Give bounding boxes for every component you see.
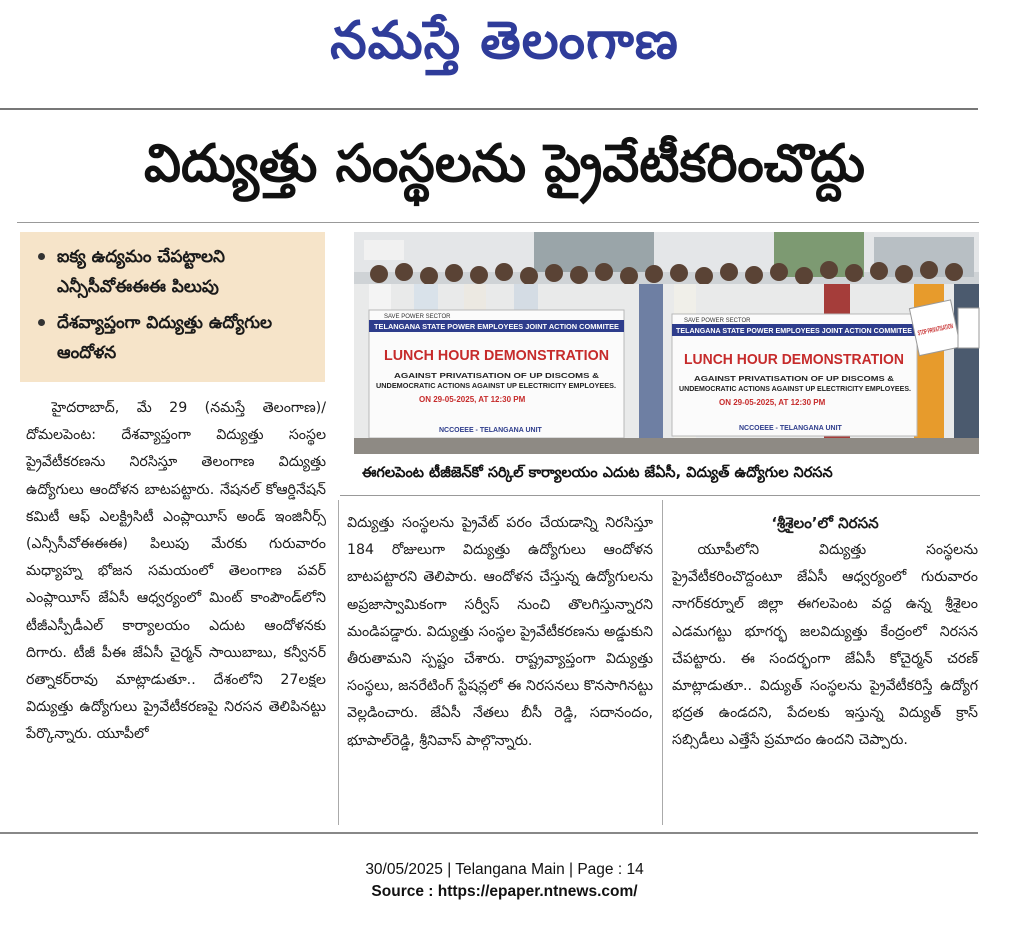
left-banner [369, 310, 624, 438]
edition-info: 30/05/2025 | Telangana Main | Page : 14 [365, 861, 644, 878]
placard [909, 300, 979, 356]
bullet-icon [38, 319, 45, 326]
newspaper-masthead: నమస్తే తెలంగాణ [330, 11, 679, 71]
source-link[interactable]: Source : https://epaper.ntnews.com/ [371, 883, 638, 900]
photo-caption: ఈగలపెంట టీజీజెన్‌కో సర్కిల్ కార్యాలయం ఎదుట జేఏసీ, విద్యుత్ ఉద్యోగుల నిరసన [362, 465, 833, 481]
banner-line: UNDEMOCRATIC ACTIONS AGAINST UP ELECTRICITY EMPLOYEES. [679, 386, 912, 393]
subsection-heading: ‘శ్రీశైలం’లో నిరసన [771, 514, 879, 532]
bullet-icon [38, 253, 45, 260]
caption-divider [340, 495, 980, 496]
banner-date: ON 29-05-2025, AT 12:30 PM [719, 398, 826, 407]
masthead-divider [0, 108, 978, 110]
article-column-3 [672, 510, 978, 755]
banner-unit: NCCOEEE - TELANGANA UNIT [739, 425, 842, 432]
article-body-text: హైదరాబాద్, మే 29 (నమస్తే తెలంగాణ)/దోమలపెంట: దేశవ్యాప్తంగా విద్యుత్తు సంస్థల ప్రైవేటీకరణను నిరసిస్తూ తెలంగాణ విద్యుత్తు ఉద్యోగులు ఆందోళన బాటపట్టారు. నేషనల్ కోఆర్డినేషన్ కమిటీ ఆఫ్ ఎలక్ట్రిసిటీ ఎంప్లాయీస్ అండ్ ఇంజినీర్స్ (ఎన్సీసీవోఈఈఈ) పిలుపు మేరకు గురువారం మధ్యాహ్న భోజన సమయంలో తెలంగాణ పవర్ ఎంప్లాయీస్ జేఏసీ ఆధ్వర్యంలో మింట్ కాంపౌండ్‌లోని టీజీఎస్పీడీఎల్ కార్యాలయం ఎదుట ఆందోళనకు దిగారు. టీజీ పీఈ జేఏసీ చైర్మన్ సాయిబాబు, కన్వీనర్ రత్నాకర్‌రావు మాట్లాడుతూ.. దేశంలోని 27లక్షల విద్యుత్తు ఉద్యోగులు ప్రైవేటీకరణపై నిరసన తెలిపినట్టు పేర్కొన్నారు. యూపీలో [26, 400, 326, 743]
protest-photo [354, 232, 979, 454]
banner-org: TELANGANA STATE POWER EMPLOYEES JOINT ACTION COMMITEE [374, 324, 620, 331]
right-banner [672, 314, 917, 436]
article-column-2 [347, 510, 653, 755]
footer-divider [0, 832, 978, 834]
banner-unit: NCCOEEE - TELANGANA UNIT [439, 427, 542, 434]
column-divider [338, 500, 339, 825]
highlight-text: ఐక్య ఉద్యమం చేపట్టాలని ఎన్సీసీవోఈఈఈ పిలుపు [57, 247, 225, 297]
banner-date: ON 29-05-2025, AT 12:30 PM [419, 395, 526, 404]
highlights-box [20, 232, 325, 382]
banner-line: AGAINST PRIVATISATION OF UP DISCOMS & [694, 376, 894, 383]
highlight-item [38, 308, 315, 368]
article-body-text: విద్యుత్తు సంస్థలను ప్రైవేట్ పరం చేయడాన్ని నిరసిస్తూ 184 రోజులుగా విద్యుత్తు ఉద్యోగులు ఆందోళన బాటపట్టారని తెలిపారు. ఆందోళన చేస్తున్న ఉద్యోగులను అప్రజాస్వామికంగా సర్వీస్ నుంచి తొలగిస్తున్నారని మండిపడ్డారు. విద్యుత్తు సంస్థల ప్రైవేటీకరణను అడ్డుకుని తీరుతామని స్పష్టం చేశారు. రాష్ట్రవ్యాప్తంగా విద్యుత్తు సంస్థలు, జనరేటింగ్ స్టేషన్లలో ఈ నిరసనలు కొనసాగినట్టు వెల్లడించారు. జేఏసీ నేతలు బీసీ రెడ్డి, సదానందం, భూపాల్‌రెడ్డి, శ్రీనివాస్ పాల్గొన్నారు. [347, 515, 653, 749]
banner-org: TELANGANA STATE POWER EMPLOYEES JOINT ACTION COMMITEE [676, 328, 913, 335]
article-body-text: యూపీలోని విద్యుత్తు సంస్థలను ప్రైవేటీకరించొద్దంటూ జేఏసీ ఆధ్వర్యంలో గురువారం నాగర్‌కర్నూల్ జిల్లా ఈగలపెంట వద్ద ఉన్న శ్రీశైలం ఎడమగట్టు భూగర్భ జలవిద్యుత్తు కేంద్రంలో నిరసన చేపట్టారు. ఈ సందర్భంగా జేఏసీ కోచైర్మన్ చరణ్ మాట్లాడుతూ.. విద్యుత్ సంస్థలను ప్రైవేటీకరిస్తే ఉద్యోగ భద్రత ఉండదని, పేదలకు ఇస్తున్న విద్యుత్ క్రాస్ సబ్సిడీలు ఎత్తేసే ప్రమాదం ఉందని చెప్పారు. [672, 542, 978, 749]
page-footer [0, 859, 1009, 903]
banner-tag: SAVE POWER SECTOR [684, 318, 751, 324]
highlight-item [38, 242, 315, 302]
banner-title: LUNCH HOUR DEMONSTRATION [384, 347, 609, 364]
headline-divider [17, 222, 979, 223]
column-divider [662, 500, 663, 825]
banner-tag: SAVE POWER SECTOR [384, 314, 451, 320]
banner-line: AGAINST PRIVATISATION OF UP DISCOMS & [394, 373, 599, 380]
highlight-text: దేశవ్యాప్తంగా విద్యుత్తు ఉద్యోగుల ఆందోళన [57, 313, 273, 363]
article-column-1 [26, 395, 326, 749]
banner-line: UNDEMOCRATIC ACTIONS AGAINST UP ELECTRICITY EMPLOYEES. [376, 383, 617, 390]
article-headline: విద్యుత్తు సంస్థలను ప్రైవేటీకరించొద్దు [143, 134, 866, 194]
banner-title: LUNCH HOUR DEMONSTRATION [684, 351, 904, 368]
